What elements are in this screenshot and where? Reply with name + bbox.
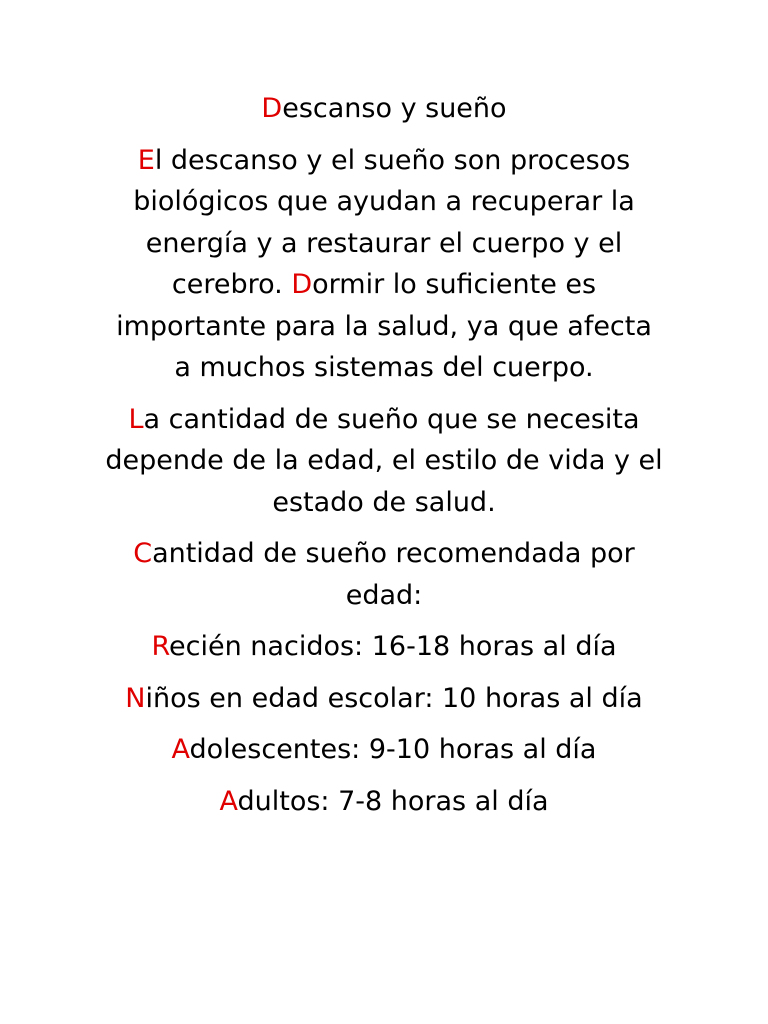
item-initial: R (151, 631, 170, 662)
item-initial: A (219, 785, 238, 817)
recommendation-item-teenagers (104, 729, 664, 771)
title-initial: D (261, 93, 283, 124)
item-initial: N (125, 682, 146, 714)
paragraph-initial: E (137, 144, 155, 176)
item-text: dolescentes: 9-10 horas al día (189, 734, 597, 765)
title-text: escanso y sueño (282, 93, 507, 124)
paragraph-text: a cantidad de sueño que se necesita depende de la edad, el estilo de vida y el estado de salud. (105, 403, 663, 518)
item-text: dultos: 7-8 horas al día (237, 785, 549, 817)
item-text: iños en edad escolar: 10 horas al día (145, 682, 643, 714)
paragraph-initial: L (128, 403, 144, 435)
recommendations-heading (104, 533, 664, 616)
sentence-initial: D (291, 269, 313, 300)
paragraph-text: ormir lo suficiente es importante para la salud, ya que afecta a muchos sistemas del cuerpo. (116, 269, 652, 383)
paragraph-text: l descanso y el sueño son procesos biológicos que ayudan a recuperar la energía y a restaurar el cuerpo y el cerebro. (133, 144, 635, 300)
recommendation-item-adults (104, 781, 664, 823)
recommendation-item-newborns (104, 626, 664, 668)
paragraph-initial: C (133, 538, 153, 569)
recommendation-item-school-children (104, 678, 664, 720)
amount-paragraph (104, 399, 664, 524)
document-title (104, 88, 664, 130)
item-text: ecién nacidos: 16-18 horas al día (169, 631, 617, 662)
item-initial: A (171, 734, 190, 765)
paragraph-text: antidad de sueño recomendada por edad: (152, 538, 635, 611)
intro-paragraph (104, 140, 664, 389)
